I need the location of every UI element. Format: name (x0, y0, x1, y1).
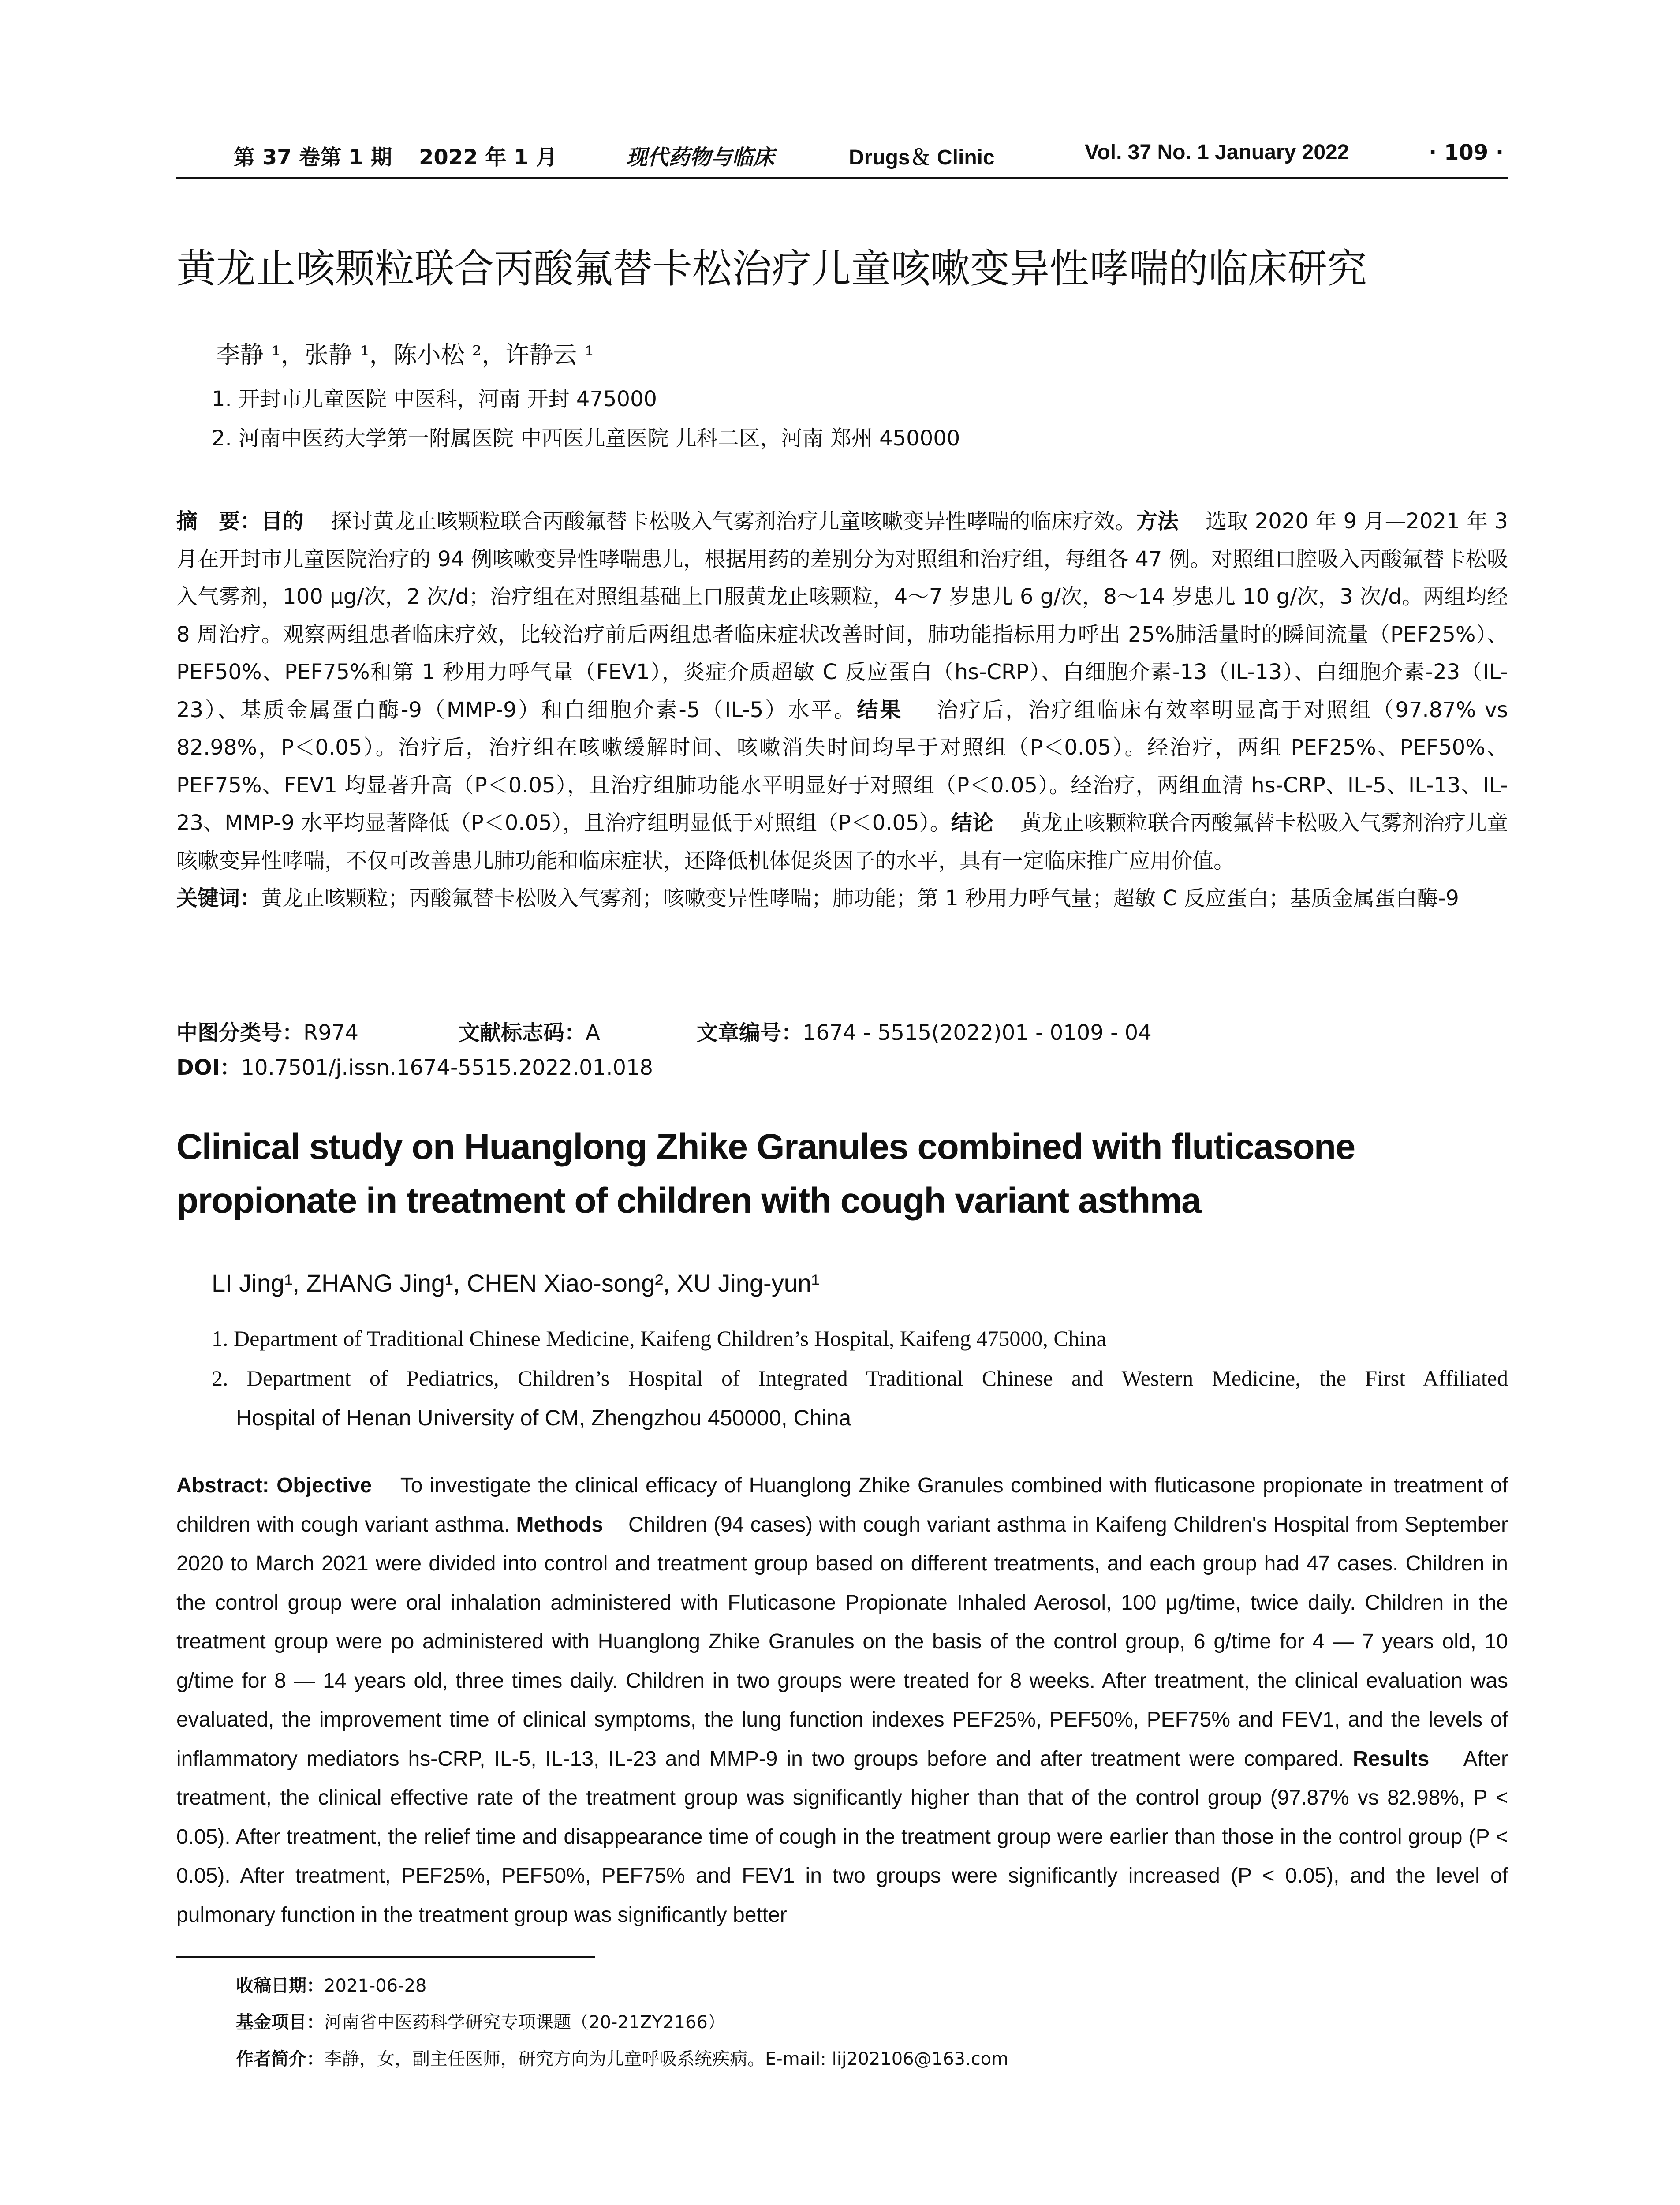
footnote-rule (176, 1956, 595, 1958)
abstract-en (176, 1466, 1508, 1935)
running-header (176, 140, 1508, 176)
doc-code-label: 文献标志码： (459, 1020, 586, 1045)
received-label: 收稿日期： (236, 1976, 324, 1996)
affiliation-cn-2: 2. 河南中医药大学第一附属医院 中西医儿童医院 儿科二区，河南 郑州 450000 (212, 426, 960, 451)
affiliation-en-2-line2: Hospital of Henan University of CM, Zhengzhou 450000, China (236, 1405, 851, 1430)
footnote-fund (236, 2008, 1506, 2037)
footnote-author (236, 2044, 1506, 2074)
header-rule (176, 177, 1508, 179)
article-no-value: 1674 - 5515(2022)01 - 0109 - 04 (803, 1020, 1152, 1045)
header-page-number: · 109 · (1429, 140, 1504, 165)
clc-label: 中图分类号： (176, 1020, 304, 1045)
affiliation-cn-1: 1. 开封市儿童医院 中医科，河南 开封 475000 (212, 387, 657, 411)
conclusion-text-cn: 黄龙止咳颗粒联合丙酸氟替卡松吸入气雾剂治疗儿童咳嗽变异性哮喘，不仅可改善患儿肺功能和临床症状，还降低机体促炎因子的水平，具有一定临床推广应用价值。 (176, 811, 1508, 873)
abstract-cn-label: 摘 要： (176, 509, 261, 534)
results-text-cn: 治疗后，治疗组临床有效率明显高于对照组（97.87% vs 82.98%，P＜0.05）。治疗后，治疗组在咳嗽缓解时间、咳嗽消失时间均早于对照组（P＜0.05）。经治疗，两组 PEF25%、PEF50%、PEF75%、FEV1 均显著升高（P＜0.05），且治疗组肺功能水平明显好于对照组（P＜0.05）。经治疗，两组血清 hs-CRP、IL-5、IL-13、IL-23、MMP-9 水平均显著降低（P＜0.05），且治疗组明显低于对照组（P＜0.05）。 (176, 697, 1508, 835)
header-journal-cn: 现代药物与临床 (626, 145, 775, 170)
objective-text-cn: 探讨黄龙止咳颗粒联合丙酸氟替卡松吸入气雾剂治疗儿童咳嗽变异性哮喘的临床疗效。 (330, 509, 1136, 534)
conclusion-label-cn: 结论 (951, 811, 993, 835)
methods-label-en: Methods (516, 1513, 603, 1536)
methods-text-cn: 选取 2020 年 9 月—2021 年 3 月在开封市儿童医院治疗的 94 例咳嗽变异性哮喘患儿，根据用药的差别分为对照组和治疗组，每组各 47 例。对照组口腔吸入丙酸氟替卡松吸入气雾剂，100 μg/次，2 次/d；治疗组在对照组基础上口服黄龙止咳颗粒，4～7 岁患儿 6 g/次，8～14 岁患儿 10 g/次，3 次/d。两组均经 8 周治疗。观察两组患者临床疗效，比较治疗前后两组患者临床症状改善时间，肺功能指标用力呼出 25%肺活量时的瞬间流量（PEF25%）、PEF50%、PEF75%和第 1 秒用力呼气量（FEV1），炎症介质超敏 C 反应蛋白（hs-CRP）、白细胞介素-13（IL-13）、白细胞介素-23（IL-23）、基质金属蛋白酶-9（MMP-9）和白细胞介素-5（IL-5）水平。 (176, 509, 1508, 722)
doi-label: DOI： (176, 1055, 241, 1080)
author-bio-label: 作者简介： (236, 2049, 324, 2069)
objective-label-en: Objective (276, 1474, 372, 1497)
results-label-en: Results (1352, 1747, 1430, 1771)
authors-en: LI Jing¹, ZHANG Jing¹, CHEN Xiao-song², XU Jing-yun¹ (212, 1269, 820, 1297)
affiliation-en-1: 1. Department of Traditional Chinese Medicine, Kaifeng Children’s Hospital, Kaifeng 475000, China (212, 1326, 1106, 1351)
fund-label: 基金项目： (236, 2012, 324, 2033)
author-bio-text: 李静，女，副主任医师，研究方向为儿童呼吸系统疾病。E-mail: lij202106@163.com (324, 2049, 1009, 2069)
objective-text-en: To investigate the clinical efficacy of Huanglong Zhike Granules combined with fluticasone propionate in treatment of children with cough variant asthma. (176, 1474, 1508, 1536)
fund-text: 河南省中医药科学研究专项课题（20-21ZY2166） (324, 2012, 725, 2033)
header-journal-en: Drugs＆ Clinic (849, 146, 995, 169)
clc-value: R974 (303, 1020, 358, 1045)
authors-cn: 李静 ¹，张静 ¹，陈小松 ²，许静云 ¹ (216, 341, 594, 369)
methods-label-cn: 方法 (1136, 509, 1179, 534)
methods-text-en: Children (94 cases) with cough variant asthma in Kaifeng Children's Hospital from September 2020 to March 2021 were divided into control and treatment group based on different treatments, and each group had 47 cases. Children in the control group were oral inhalation administered with Fluticasone Propionate Inhaled Aerosol, 100 μg/time, twice daily. Children in the treatment group were po administered with Huanglong Zhike Granules on the basis of the control group, 6 g/time for 4 — 7 years old, 10 g/time for 8 — 14 years old, three times daily. Children in two groups were treated for 8 weeks. After treatment, the clinical evaluation was evaluated, the improvement time of clinical symptoms, the lung function indexes PEF25%, PEF50%, PEF75% and FEV1, and the levels of inflammatory mediators hs-CRP, IL-5, IL-13, IL-23 and MMP-9 in two groups before and after treatment were compared. (176, 1513, 1508, 1771)
footnote-received (236, 1971, 1506, 2000)
title-cn: 黄龙止咳颗粒联合丙酸氟替卡松治疗儿童咳嗽变异性哮喘的临床研究 (176, 246, 1367, 292)
keywords-text-cn: 黄龙止咳颗粒；丙酸氟替卡松吸入气雾剂；咳嗽变异性哮喘；肺功能；第 1 秒用力呼气量；超敏 C 反应蛋白；基质金属蛋白酶-9 (261, 886, 1459, 911)
affiliation-en-2-line1: 2. Department of Pediatrics, Children’s Hospital of Integrated Traditional Chinese and Western Medicine, the First Affiliated (212, 1366, 1508, 1390)
doi-line (176, 1051, 1508, 1084)
header-volume-cn: 第 37 卷第 1 期 (234, 145, 392, 170)
affiliation-en-2-line2-wrap (212, 1398, 1508, 1438)
abstract-cn (176, 503, 1508, 918)
results-text-en: After treatment, the clinical effective rate of the treatment group was significantly higher than that of the control group (97.87% vs 82.98%, P < 0.05). After treatment, the relief time and disappearance time of cough in the treatment group were earlier than those in the control group (P < 0.05). After treatment, PEF25%, PEF50%, PEF75% and FEV1 in two groups were significantly increased (P < 0.05), and the level of pulmonary function in the treatment group was significantly better (176, 1747, 1508, 1927)
objective-label-cn: 目的 (261, 509, 304, 534)
results-label-cn: 结果 (857, 697, 903, 722)
header-volume-en: Vol. 37 No. 1 January 2022 (1085, 141, 1349, 164)
received-date: 2021-06-28 (324, 1976, 427, 1996)
keywords-label-cn: 关键词： (176, 886, 261, 911)
abstract-en-label: Abstract: (176, 1474, 269, 1497)
doc-code-value: A (586, 1020, 600, 1045)
header-date-cn: 2022 年 1 月 (419, 145, 557, 170)
doi-value: 10.7501/j.issn.1674-5515.2022.01.018 (241, 1055, 653, 1080)
article-no-label: 文章编号： (697, 1020, 803, 1045)
title-en: Clinical study on Huanglong Zhike Granules combined with fluticasone propionate in treatment of children with cough variant asthma (176, 1127, 1355, 1221)
